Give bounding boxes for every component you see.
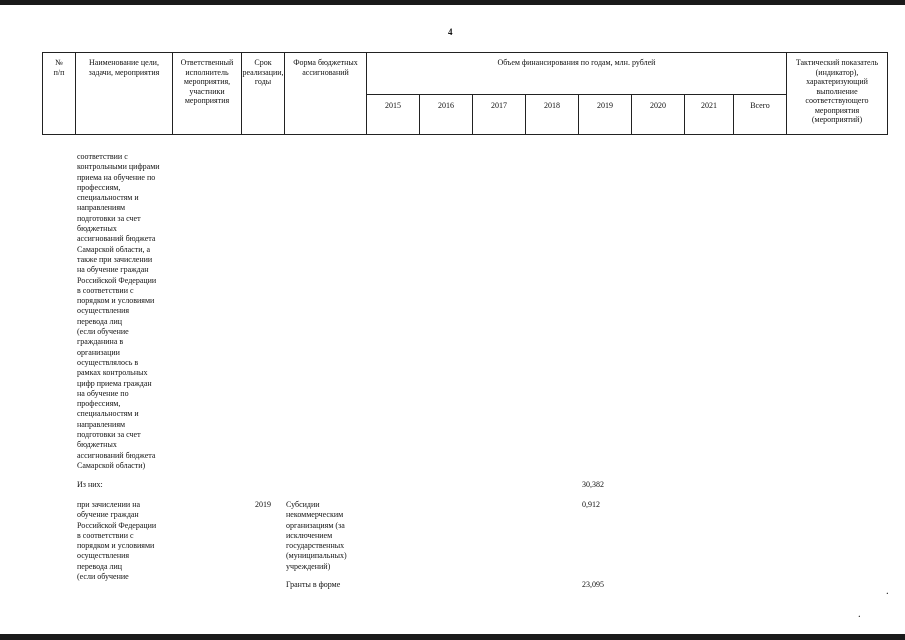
year-total: Всего (750, 101, 770, 110)
scan-speck: · (858, 612, 861, 621)
measure-description: соответствии с контрольными цифрами приема на обучение по профессиям, специальностям и направлениям подготовки за счет бюджетных ассигнований бюджета Самарской области, а также при зачислении на обучение граждан Российской Федерации в соответствии с порядком и условиями осуществления перевода лиц (если обучение гражданина в организации осуществлялось в рамках контрольных цифр приема граждан на обучение по профессиям, специальностям и направлениям подготовки за счет бюджетных ассигнований бюджета Самарской области) (77, 152, 160, 470)
grants-value: 23,095 (582, 580, 604, 589)
table-top-border (42, 52, 888, 53)
header-col-indicator: Тактический показатель (индикатор), характеризующий выполнение соответствующего мероприятия (мероприятий) (795, 58, 879, 124)
of-them-label: Из них: (77, 480, 103, 489)
year-2020: 2020 (650, 101, 666, 110)
col-divider (887, 52, 888, 135)
sub-measure-description: при зачислении на обучение граждан Российской Федерации в соответствии с порядком и условиями осуществления перевода лиц (если обучение (77, 500, 157, 582)
top-border (0, 0, 905, 5)
grants-label: Гранты в форме (286, 580, 341, 589)
year-2016: 2016 (438, 101, 454, 110)
of-them-value: 30,382 (582, 480, 604, 489)
year-2018: 2018 (544, 101, 560, 110)
sub-measure-value: 0,912 (582, 500, 600, 509)
header-col-funding: Объем финансирования по годам, млн. рублей (497, 58, 656, 67)
sub-measure-year: 2019 (255, 500, 271, 509)
year-2015: 2015 (385, 101, 401, 110)
header-col-responsible: Ответственный исполнитель мероприятия, участники мероприятия (180, 58, 234, 105)
header-col-name: Наименование цели, задачи, мероприятия (88, 58, 160, 77)
header-col-period: Срок реализации, годы (242, 58, 284, 86)
sub-measure-form: Субсидии некоммерческим организациям (за исключением государственных (муниципальных) учреждений) (286, 500, 347, 571)
bottom-border (0, 634, 905, 640)
funding-subheader-divider (366, 94, 786, 95)
year-2021: 2021 (701, 101, 717, 110)
header-col-form: Форма бюджетных ассигнований (293, 58, 358, 77)
header-col-number: № п/п (53, 58, 65, 77)
year-2017: 2017 (491, 101, 507, 110)
scan-speck: · (886, 589, 889, 598)
page-number: 4 (448, 27, 453, 37)
year-2019: 2019 (597, 101, 613, 110)
table-bottom-border (42, 134, 888, 135)
